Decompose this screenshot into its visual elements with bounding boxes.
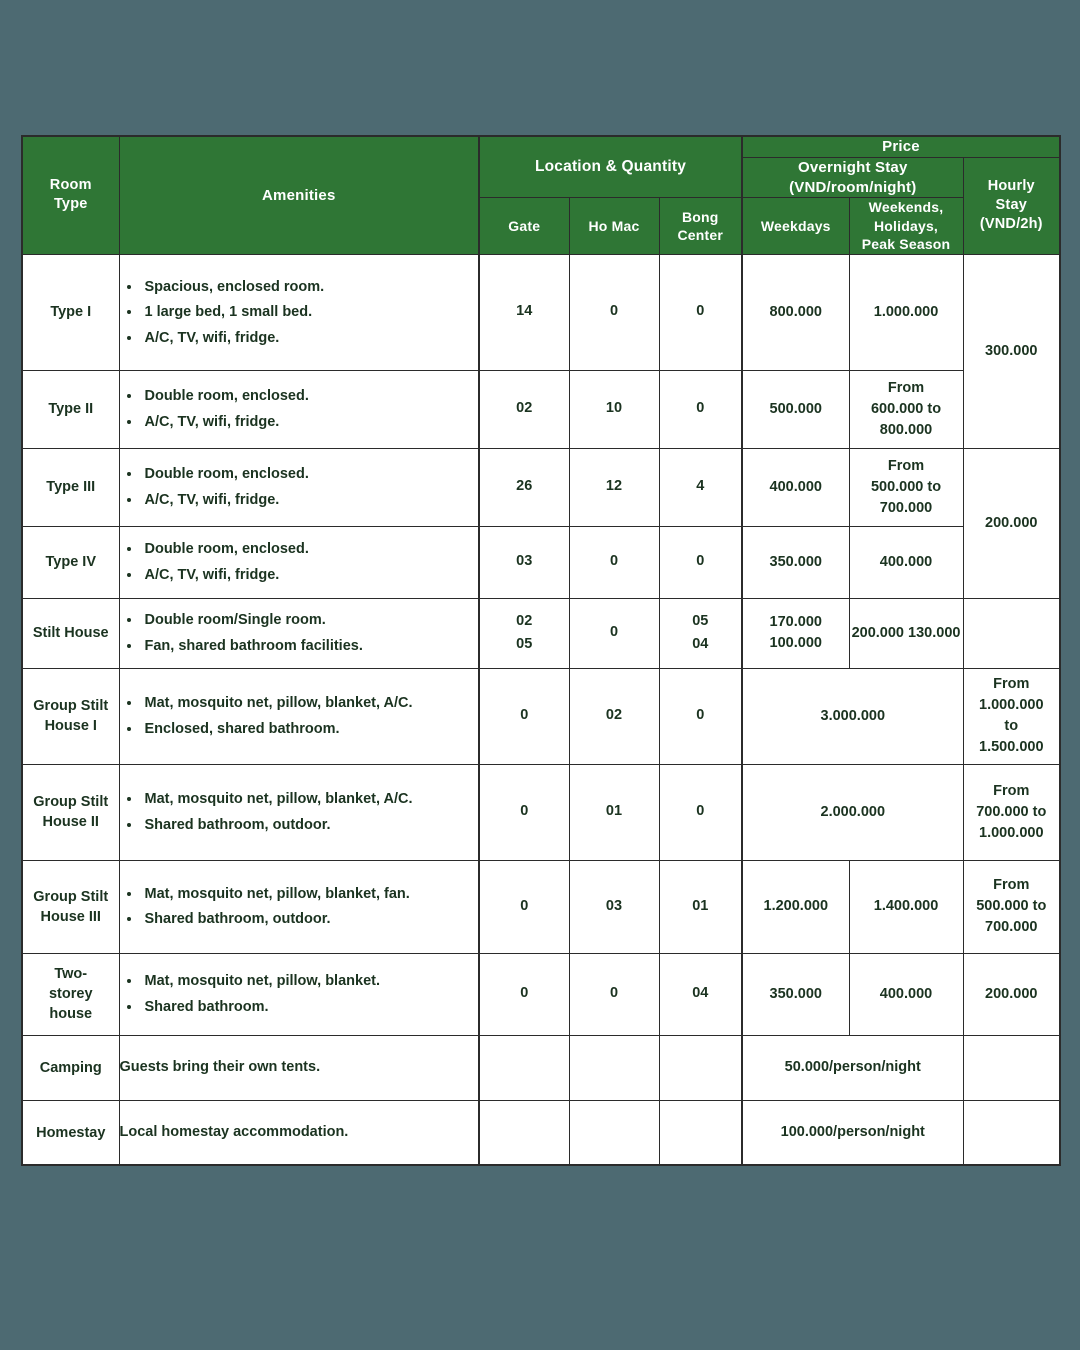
list-item: • Double room, enclosed.	[142, 463, 479, 485]
table-row	[22, 448, 1060, 526]
cell-ho-mac: 03	[569, 860, 659, 953]
cell-room-type: Type I	[22, 254, 119, 370]
price-line: 700.000	[985, 919, 1038, 936]
table-row	[22, 526, 1060, 598]
cell-hourly-price: 300.000	[963, 254, 1060, 448]
cell-gate: 0	[479, 953, 569, 1035]
header-overnight-line2: (VND/room/night)	[789, 178, 917, 196]
cell-gate: 0	[479, 764, 569, 860]
table-row	[22, 953, 1060, 1035]
cell-ho-mac: 0	[569, 254, 659, 370]
cell-hourly-price	[963, 1100, 1060, 1165]
amenities-text: Guests bring their own tents.	[119, 1058, 321, 1075]
room-type-line: House II	[42, 814, 99, 831]
price-line: 1.500.000	[979, 739, 1044, 756]
cell-weekdays-price: 1.200.000	[742, 860, 849, 953]
price-line: From	[993, 782, 1030, 799]
cell-gate: 14	[479, 254, 569, 370]
cell-hourly-price	[963, 764, 1060, 860]
room-type-line: Group Stilt	[33, 888, 109, 905]
cell-amenities	[119, 1100, 479, 1165]
list-item: • Mat, mosquito net, pillow, blanket.	[142, 970, 479, 992]
amenities-list	[120, 788, 479, 836]
list-item: • Double room/Single room.	[142, 609, 479, 631]
header-bong-center-line1: Bong	[681, 208, 719, 225]
list-item: • Double room, enclosed.	[142, 538, 479, 560]
list-item: • Enclosed, shared bathroom.	[142, 718, 479, 740]
cell-hourly-price: 200.000	[963, 953, 1060, 1035]
price-line: From	[887, 457, 925, 474]
table-row	[22, 1035, 1060, 1100]
cell-overnight-price-merged: 2.000.000	[742, 764, 963, 860]
cell-gate: 0	[479, 860, 569, 953]
price-line: 800.000	[879, 421, 933, 438]
header-price: Price	[742, 136, 1060, 157]
table-body	[22, 254, 1060, 1165]
cell-gate: 02	[479, 370, 569, 448]
list-item: • A/C, TV, wifi, fridge.	[142, 327, 479, 349]
cell-amenities	[119, 526, 479, 598]
table-header	[22, 136, 1060, 254]
header-room-type-line2: Type	[53, 196, 88, 213]
cell-ho-mac	[569, 1035, 659, 1100]
header-bong-center	[659, 198, 742, 254]
room-type-line: House III	[40, 908, 101, 925]
price-line: 200.000	[851, 624, 904, 641]
list-item: • A/C, TV, wifi, fridge.	[142, 411, 479, 433]
header-gate: Gate	[479, 198, 569, 254]
cell-gate	[479, 1035, 569, 1100]
price-line: 500.000 to	[976, 898, 1047, 915]
cell-amenities	[119, 668, 479, 764]
cell-amenities	[119, 598, 479, 668]
cell-bong-center: 0	[659, 526, 742, 598]
cell-ho-mac: 10	[569, 370, 659, 448]
cell-bong-center	[659, 598, 742, 668]
cell-ho-mac: 0	[569, 526, 659, 598]
cell-weekdays-price: 400.000	[742, 448, 849, 526]
pricing-table-container	[21, 135, 1059, 1166]
room-type-line: House I	[44, 718, 97, 735]
header-weekdays: Weekdays	[742, 198, 849, 254]
cell-weekend-price: 400.000	[849, 953, 963, 1035]
cell-bong-center	[659, 1100, 742, 1165]
room-type-line: house	[49, 1006, 93, 1023]
header-weekend-holidays-peak	[849, 198, 963, 254]
value-line: 05	[692, 612, 709, 629]
cell-amenities	[119, 1035, 479, 1100]
amenities-list	[120, 276, 479, 349]
value-line: 02	[516, 612, 533, 629]
cell-bong-center: 0	[659, 668, 742, 764]
cell-amenities	[119, 370, 479, 448]
cell-amenities	[119, 448, 479, 526]
header-room-type-line1: Room	[49, 177, 92, 194]
table-row	[22, 668, 1060, 764]
room-type-line: Two-	[54, 966, 88, 983]
list-item: • Shared bathroom.	[142, 996, 479, 1018]
list-item: • 1 large bed, 1 small bed.	[142, 301, 479, 323]
price-line: 130.000	[908, 624, 961, 641]
cell-room-type	[22, 953, 119, 1035]
price-line: 600.000 to	[870, 400, 942, 417]
price-line: From	[993, 877, 1030, 894]
cell-weekdays-price: 350.000	[742, 953, 849, 1035]
cell-overnight-price-merged: 100.000/person/night	[742, 1100, 963, 1165]
list-item: • Mat, mosquito net, pillow, blanket, A/C.	[142, 692, 479, 714]
price-line: From	[887, 379, 925, 396]
cell-weekdays-price	[742, 598, 849, 668]
price-line: 1.000.000	[979, 697, 1044, 714]
list-item: • Shared bathroom, outdoor.	[142, 814, 479, 836]
accommodation-pricing-table	[21, 135, 1061, 1166]
cell-hourly-price	[963, 860, 1060, 953]
room-type-line: storey	[48, 986, 93, 1003]
cell-amenities	[119, 860, 479, 953]
cell-hourly-price: 200.000	[963, 448, 1060, 598]
header-room-type	[22, 136, 119, 254]
room-type-line: Group Stilt	[33, 698, 109, 715]
price-line: From	[993, 676, 1030, 693]
cell-overnight-price-merged: 3.000.000	[742, 668, 963, 764]
header-amenities: Amenities	[119, 136, 479, 254]
cell-amenities	[119, 764, 479, 860]
cell-weekdays-price: 800.000	[742, 254, 849, 370]
header-hourly-line1: Hourly	[987, 178, 1035, 195]
cell-weekend-price: 400.000	[849, 526, 963, 598]
table-row	[22, 598, 1060, 668]
cell-gate: 26	[479, 448, 569, 526]
header-overnight-stay	[742, 157, 963, 198]
cell-room-type: Stilt House	[22, 598, 119, 668]
cell-bong-center: 04	[659, 953, 742, 1035]
list-item: • Fan, shared bathroom facilities.	[142, 635, 479, 657]
header-bong-center-line2: Center	[677, 227, 724, 244]
list-item: • A/C, TV, wifi, fridge.	[142, 489, 479, 511]
price-line: 170.000	[769, 614, 822, 631]
amenities-list	[120, 538, 479, 586]
list-item: • Spacious, enclosed room.	[142, 276, 479, 298]
header-weekend-line2: Holidays,	[873, 217, 939, 234]
amenities-list	[120, 883, 479, 931]
cell-gate	[479, 1100, 569, 1165]
price-line: to	[1004, 718, 1019, 735]
header-row-1	[22, 136, 1060, 157]
price-line: 700.000 to	[976, 803, 1047, 820]
cell-hourly-price	[963, 598, 1060, 668]
header-hourly-line2: Stay	[995, 197, 1027, 214]
price-line: 1.000.000	[979, 824, 1044, 841]
list-item: • A/C, TV, wifi, fridge.	[142, 564, 479, 586]
header-ho-mac: Ho Mac	[569, 198, 659, 254]
cell-amenities	[119, 953, 479, 1035]
cell-bong-center: 01	[659, 860, 742, 953]
cell-room-type: Type II	[22, 370, 119, 448]
cell-gate: 03	[479, 526, 569, 598]
cell-weekend-price	[849, 448, 963, 526]
cell-room-type: Homestay	[22, 1100, 119, 1165]
cell-weekend-price	[849, 598, 963, 668]
cell-room-type: Type III	[22, 448, 119, 526]
header-weekend-line3: Peak Season	[861, 236, 951, 253]
cell-room-type	[22, 668, 119, 764]
list-item: • Shared bathroom, outdoor.	[142, 908, 479, 930]
header-hourly-line3: (VND/2h)	[979, 216, 1043, 233]
amenities-text: Local homestay accommodation.	[119, 1123, 349, 1140]
cell-bong-center: 0	[659, 254, 742, 370]
header-hourly-stay	[963, 157, 1060, 254]
cell-bong-center: 0	[659, 370, 742, 448]
list-item: • Double room, enclosed.	[142, 385, 479, 407]
table-row	[22, 1100, 1060, 1165]
table-row	[22, 370, 1060, 448]
price-line: 500.000 to	[870, 478, 942, 495]
cell-bong-center: 4	[659, 448, 742, 526]
cell-bong-center: 0	[659, 764, 742, 860]
cell-bong-center	[659, 1035, 742, 1100]
amenities-list	[120, 609, 479, 657]
cell-room-type: Camping	[22, 1035, 119, 1100]
list-item: • Mat, mosquito net, pillow, blanket, A/C.	[142, 788, 479, 810]
value-line: 05	[516, 636, 533, 653]
amenities-list	[120, 385, 479, 433]
room-type-line: Group Stilt	[33, 794, 109, 811]
table-row	[22, 764, 1060, 860]
cell-weekend-price: 1.000.000	[849, 254, 963, 370]
price-line: 700.000	[879, 499, 933, 516]
price-line: 100.000	[769, 635, 822, 652]
amenities-list	[120, 692, 479, 740]
cell-weekdays-price: 500.000	[742, 370, 849, 448]
cell-room-type: Type IV	[22, 526, 119, 598]
cell-hourly-price	[963, 1035, 1060, 1100]
cell-weekend-price	[849, 370, 963, 448]
cell-ho-mac: 12	[569, 448, 659, 526]
cell-amenities	[119, 254, 479, 370]
cell-ho-mac: 02	[569, 668, 659, 764]
header-weekend-line1: Weekends,	[868, 199, 944, 216]
cell-hourly-price	[963, 668, 1060, 764]
cell-room-type	[22, 860, 119, 953]
table-row	[22, 860, 1060, 953]
table-row	[22, 254, 1060, 370]
amenities-list	[120, 463, 479, 511]
cell-gate: 0	[479, 668, 569, 764]
cell-ho-mac	[569, 1100, 659, 1165]
cell-ho-mac: 01	[569, 764, 659, 860]
cell-ho-mac: 0	[569, 598, 659, 668]
header-overnight-line1: Overnight Stay	[798, 158, 908, 176]
cell-gate	[479, 598, 569, 668]
cell-room-type	[22, 764, 119, 860]
cell-weekend-price: 1.400.000	[849, 860, 963, 953]
amenities-list	[120, 970, 479, 1018]
value-line: 04	[692, 636, 709, 653]
cell-weekdays-price: 350.000	[742, 526, 849, 598]
cell-overnight-price-merged: 50.000/person/night	[742, 1035, 963, 1100]
list-item: • Mat, mosquito net, pillow, blanket, fan.	[142, 883, 479, 905]
cell-ho-mac: 0	[569, 953, 659, 1035]
header-location-quantity: Location & Quantity	[479, 136, 742, 198]
